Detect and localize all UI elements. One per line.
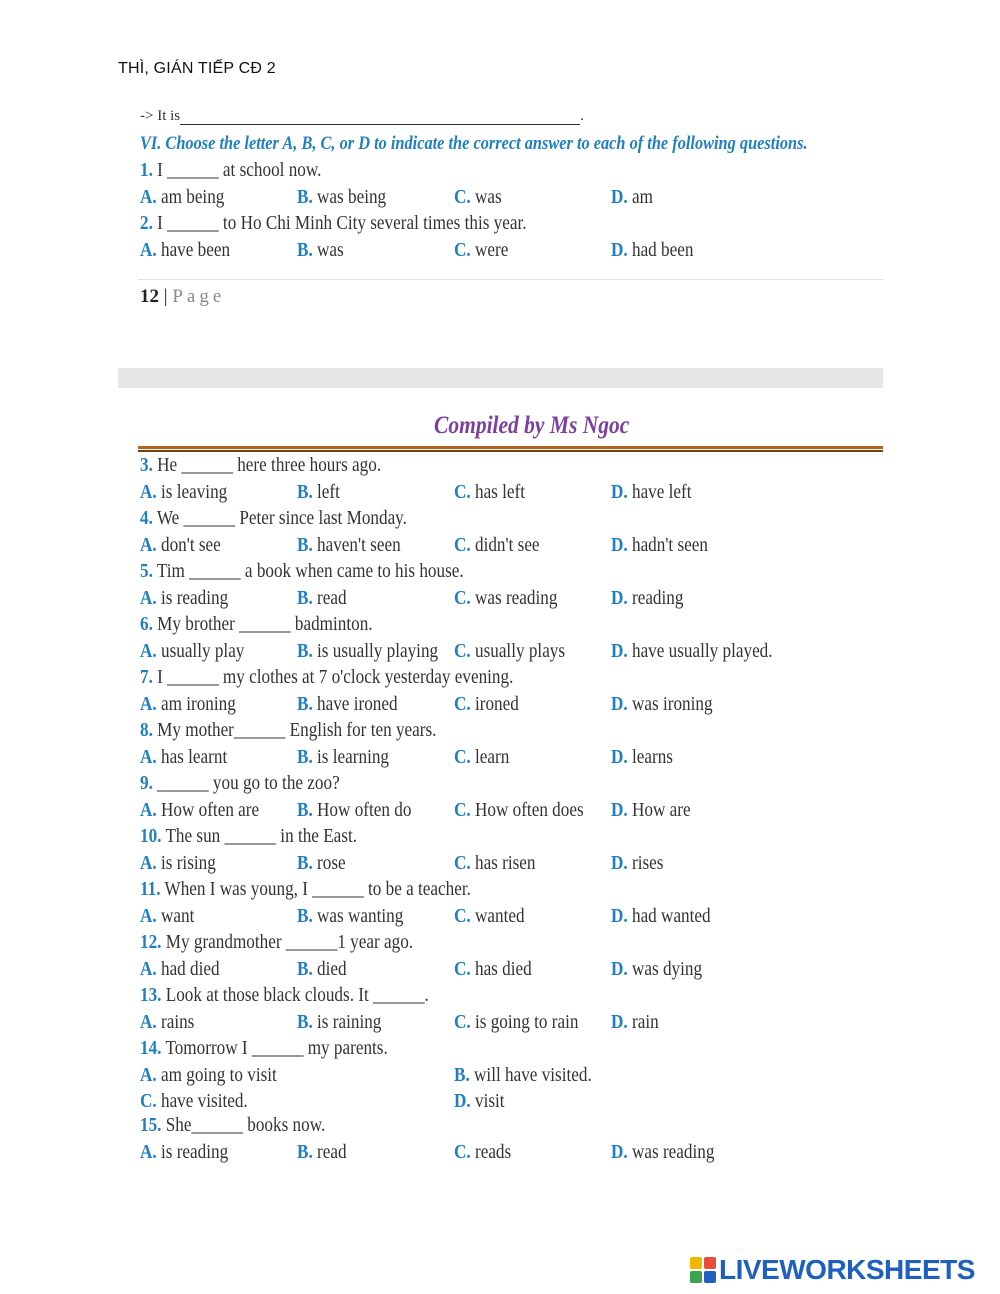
option-letter: B.: [297, 641, 313, 662]
option-letter: D.: [611, 853, 628, 874]
option-text: is learning: [317, 747, 390, 768]
option-text: didn't see: [474, 535, 540, 556]
question-6-option-d[interactable]: [611, 641, 773, 663]
question-9-option-d[interactable]: [611, 800, 691, 822]
option-text: haven't seen: [317, 535, 401, 556]
question-12-option-b[interactable]: [297, 959, 347, 981]
question-number: 13.: [140, 985, 162, 1006]
question-1-option-b[interactable]: [297, 187, 386, 209]
option-text: will have visited.: [474, 1065, 592, 1086]
option-text: is usually playing: [317, 641, 439, 662]
question-3: [140, 455, 381, 477]
question-5-option-a[interactable]: [140, 588, 228, 610]
question-4: [140, 508, 407, 530]
option-text: were: [474, 240, 509, 261]
question-10-option-b[interactable]: [297, 853, 346, 875]
question-text: He ______ here three hours ago.: [157, 455, 382, 476]
option-text: has learnt: [160, 747, 228, 768]
question-13-option-c[interactable]: [454, 1012, 578, 1034]
question-number: 1.: [140, 160, 153, 181]
question-5: [140, 561, 464, 583]
question-14-option-b[interactable]: [454, 1065, 592, 1087]
question-8-option-d[interactable]: [611, 747, 673, 769]
question-2-option-a[interactable]: [140, 240, 230, 262]
option-letter: B.: [297, 1012, 313, 1033]
page-gap: [118, 368, 883, 388]
question-text: When I was young, I ______ to be a teacher.: [164, 879, 471, 900]
question-number: 4.: [140, 508, 153, 529]
answer-blank: [180, 110, 580, 125]
question-text: My mother______ English for ten years.: [157, 720, 437, 741]
question-text: She______ books now.: [165, 1115, 326, 1136]
question-text: My grandmother ______1 year ago.: [165, 932, 414, 953]
question-text: ______ you go to the zoo?: [157, 773, 340, 794]
question-9-option-a[interactable]: [140, 800, 259, 822]
option-letter: B.: [297, 694, 313, 715]
option-text: am being: [160, 187, 225, 208]
option-text: was ironing: [631, 694, 713, 715]
option-letter: C.: [454, 694, 471, 715]
question-12: [140, 932, 413, 954]
logo-text: LIVEWORKSHEETS: [719, 1254, 975, 1285]
option-text: is going to rain: [474, 1012, 579, 1033]
question-8: [140, 720, 436, 742]
option-letter: C.: [454, 1142, 471, 1163]
question-number: 3.: [140, 455, 153, 476]
option-text: was reading: [474, 588, 558, 609]
option-text: How are: [631, 800, 691, 821]
option-letter: D.: [611, 694, 628, 715]
option-letter: C.: [140, 1091, 157, 1112]
option-text: visit: [474, 1091, 505, 1112]
question-text: Tomorrow I ______ my parents.: [165, 1038, 388, 1059]
header-rule-dark: [138, 450, 883, 452]
question-15-option-a[interactable]: [140, 1142, 228, 1164]
question-9-option-b[interactable]: [297, 800, 411, 822]
option-letter: D.: [611, 588, 628, 609]
question-14: [140, 1038, 388, 1060]
option-letter: D.: [611, 800, 628, 821]
option-text: reads: [474, 1142, 512, 1163]
option-letter: D.: [611, 535, 628, 556]
option-letter: A.: [140, 588, 157, 609]
option-letter: D.: [611, 1142, 628, 1163]
question-number: 11.: [140, 879, 161, 900]
option-text: rain: [631, 1012, 659, 1033]
option-text: is reading: [160, 1142, 229, 1163]
question-number: 9.: [140, 773, 153, 794]
question-number: 7.: [140, 667, 153, 688]
compiled-by-header: Compiled by Ms Ngoc: [434, 412, 630, 439]
option-text: died: [317, 959, 347, 980]
question-11-option-d[interactable]: [611, 906, 711, 928]
option-text: has left: [474, 482, 526, 503]
option-text: am ironing: [160, 694, 236, 715]
option-text: was reading: [631, 1142, 715, 1163]
option-letter: B.: [297, 535, 313, 556]
option-letter: B.: [297, 187, 313, 208]
option-letter: D.: [611, 240, 628, 261]
question-7-option-a[interactable]: [140, 694, 236, 716]
question-4-option-c[interactable]: [454, 535, 540, 557]
question-7: [140, 667, 513, 689]
question-12-option-a[interactable]: [140, 959, 220, 981]
option-letter: C.: [454, 1012, 471, 1033]
option-letter: A.: [140, 1065, 157, 1086]
previous-exercise-line: [140, 108, 584, 125]
option-letter: A.: [140, 800, 157, 821]
question-5-option-c[interactable]: [454, 588, 557, 610]
option-text: have visited.: [160, 1091, 248, 1112]
question-2: [140, 213, 527, 235]
question-number: 10.: [140, 826, 162, 847]
option-letter: A.: [140, 1012, 157, 1033]
question-15-option-b[interactable]: [297, 1142, 347, 1164]
option-text: has risen: [474, 853, 536, 874]
option-text: rises: [631, 853, 664, 874]
question-1-option-a[interactable]: [140, 187, 224, 209]
question-3-option-c[interactable]: [454, 482, 525, 504]
question-text: The sun ______ in the East.: [165, 826, 358, 847]
question-6-option-c[interactable]: [454, 641, 565, 663]
option-letter: A.: [140, 187, 157, 208]
option-letter: B.: [297, 240, 313, 261]
option-text: had wanted: [631, 906, 711, 927]
question-11-option-c[interactable]: [454, 906, 525, 928]
question-10-option-d[interactable]: [611, 853, 663, 875]
question-13: [140, 985, 429, 1007]
option-text: was dying: [631, 959, 703, 980]
question-text: I ______ to Ho Chi Minh City several times this year.: [157, 213, 527, 234]
question-15-option-c[interactable]: [454, 1142, 511, 1164]
question-2-option-d[interactable]: [611, 240, 693, 262]
option-text: is reading: [160, 588, 229, 609]
option-letter: D.: [611, 1012, 628, 1033]
option-text: rains: [160, 1012, 195, 1033]
question-12-option-c[interactable]: [454, 959, 532, 981]
option-text: am: [631, 187, 653, 208]
cut-line-prefix: -> It is: [140, 108, 181, 124]
option-letter: C.: [454, 906, 471, 927]
page-label: Page: [172, 286, 226, 307]
question-text: We ______ Peter since last Monday.: [156, 508, 407, 529]
option-text: have ironed: [317, 694, 398, 715]
option-letter: C.: [454, 959, 471, 980]
question-1-option-d[interactable]: [611, 187, 653, 209]
question-8-option-b[interactable]: [297, 747, 389, 769]
question-8-option-c[interactable]: [454, 747, 509, 769]
option-letter: B.: [454, 1065, 470, 1086]
liveworksheets-logo: [690, 1253, 975, 1287]
question-5-option-b[interactable]: [297, 588, 347, 610]
option-letter: B.: [297, 1142, 313, 1163]
question-10-option-a[interactable]: [140, 853, 216, 875]
question-1-option-c[interactable]: [454, 187, 502, 209]
question-11-option-b[interactable]: [297, 906, 403, 928]
question-13-option-a[interactable]: [140, 1012, 194, 1034]
question-15: [140, 1115, 325, 1137]
page-separator: |: [163, 286, 168, 307]
option-text: was: [474, 187, 502, 208]
question-13-option-d[interactable]: [611, 1012, 659, 1034]
question-11: [140, 879, 471, 901]
question-5-option-d[interactable]: [611, 588, 683, 610]
option-text: was: [317, 240, 344, 261]
option-letter: A.: [140, 694, 157, 715]
page-divider: [138, 279, 883, 280]
option-text: rose: [317, 853, 346, 874]
question-11-option-a[interactable]: [140, 906, 194, 928]
option-text: is rising: [160, 853, 216, 874]
option-letter: D.: [454, 1091, 471, 1112]
question-4-option-a[interactable]: [140, 535, 221, 557]
question-7-option-b[interactable]: [297, 694, 398, 716]
question-2-option-c[interactable]: [454, 240, 508, 262]
question-6-option-b[interactable]: [297, 641, 438, 663]
option-text: wanted: [474, 906, 525, 927]
option-text: is raining: [317, 1012, 382, 1033]
option-text: was wanting: [317, 906, 404, 927]
question-3-option-a[interactable]: [140, 482, 227, 504]
option-letter: D.: [611, 641, 628, 662]
option-letter: C.: [454, 641, 471, 662]
option-text: ironed: [474, 694, 519, 715]
option-text: learn: [474, 747, 510, 768]
question-number: 5.: [140, 561, 153, 582]
question-14-option-d[interactable]: [454, 1091, 505, 1113]
option-letter: A.: [140, 240, 157, 261]
option-letter: A.: [140, 906, 157, 927]
question-text: I ______ my clothes at 7 o'clock yesterday evening.: [157, 667, 514, 688]
option-letter: C.: [454, 535, 471, 556]
option-letter: C.: [454, 588, 471, 609]
option-text: hadn't seen: [631, 535, 708, 556]
option-text: How often are: [160, 800, 260, 821]
option-letter: A.: [140, 959, 157, 980]
option-text: am going to visit: [160, 1065, 277, 1086]
option-letter: D.: [611, 959, 628, 980]
question-9-option-c[interactable]: [454, 800, 584, 822]
option-letter: A.: [140, 535, 157, 556]
option-letter: A.: [140, 853, 157, 874]
option-letter: C.: [454, 800, 471, 821]
question-9: [140, 773, 340, 795]
question-12-option-d[interactable]: [611, 959, 702, 981]
question-7-option-d[interactable]: [611, 694, 713, 716]
option-text: left: [317, 482, 340, 503]
question-14-option-c[interactable]: [140, 1091, 248, 1113]
option-letter: D.: [611, 482, 628, 503]
option-letter: B.: [297, 800, 313, 821]
option-letter: D.: [611, 187, 628, 208]
option-text: don't see: [160, 535, 221, 556]
question-text: My brother ______ badminton.: [157, 614, 373, 635]
option-text: How often does: [474, 800, 584, 821]
option-text: usually play: [160, 641, 245, 662]
option-text: have usually played.: [631, 641, 773, 662]
question-number: 14.: [140, 1038, 162, 1059]
header-rule: [138, 446, 883, 449]
option-text: was being: [317, 187, 387, 208]
option-text: read: [317, 588, 347, 609]
option-letter: C.: [454, 853, 471, 874]
option-letter: B.: [297, 482, 313, 503]
option-letter: C.: [454, 747, 471, 768]
question-number: 2.: [140, 213, 153, 234]
option-text: read: [317, 1142, 347, 1163]
option-letter: B.: [297, 959, 313, 980]
option-letter: A.: [140, 641, 157, 662]
option-letter: D.: [611, 747, 628, 768]
option-text: is leaving: [160, 482, 228, 503]
question-3-option-b[interactable]: [297, 482, 340, 504]
question-number: 6.: [140, 614, 153, 635]
logo-mark-icon: [690, 1257, 716, 1283]
question-text: Tim ______ a book when came to his house.: [156, 561, 464, 582]
option-letter: B.: [297, 747, 313, 768]
question-2-option-b[interactable]: [297, 240, 344, 262]
section-instruction: VI. Choose the letter A, B, C, or D to indicate the correct answer to each of the following questions.: [140, 133, 808, 154]
option-text: reading: [631, 588, 684, 609]
option-text: had died: [160, 959, 220, 980]
question-3-option-d[interactable]: [611, 482, 692, 504]
cut-line-suffix: .: [580, 108, 584, 124]
option-letter: A.: [140, 482, 157, 503]
option-letter: D.: [611, 906, 628, 927]
question-14-option-a[interactable]: [140, 1065, 277, 1087]
question-6: [140, 614, 373, 636]
question-13-option-b[interactable]: [297, 1012, 381, 1034]
option-letter: B.: [297, 906, 313, 927]
option-letter: A.: [140, 747, 157, 768]
option-letter: C.: [454, 187, 471, 208]
option-letter: A.: [140, 1142, 157, 1163]
option-text: have left: [631, 482, 692, 503]
option-text: learns: [631, 747, 673, 768]
question-text: Look at those black clouds. It ______.: [165, 985, 429, 1006]
option-text: had been: [631, 240, 694, 261]
option-text: How often do: [317, 800, 412, 821]
question-8-option-a[interactable]: [140, 747, 227, 769]
option-text: has died: [474, 959, 532, 980]
question-15-option-d[interactable]: [611, 1142, 714, 1164]
option-letter: C.: [454, 482, 471, 503]
question-number: 8.: [140, 720, 153, 741]
question-4-option-d[interactable]: [611, 535, 708, 557]
question-7-option-c[interactable]: [454, 694, 519, 716]
option-text: usually plays: [474, 641, 566, 662]
question-4-option-b[interactable]: [297, 535, 401, 557]
option-text: want: [160, 906, 195, 927]
document-title: THÌ, GIÁN TIẾP CĐ 2: [118, 60, 276, 77]
option-letter: B.: [297, 853, 313, 874]
question-text: I ______ at school now.: [157, 160, 322, 181]
page-footer: [140, 286, 225, 308]
page-number: 12: [140, 286, 159, 307]
option-letter: C.: [454, 240, 471, 261]
option-text: have been: [160, 240, 231, 261]
question-10: [140, 826, 357, 848]
question-10-option-c[interactable]: [454, 853, 536, 875]
question-1: [140, 160, 321, 182]
question-6-option-a[interactable]: [140, 641, 244, 663]
option-letter: B.: [297, 588, 313, 609]
question-number: 15.: [140, 1115, 162, 1136]
question-number: 12.: [140, 932, 162, 953]
